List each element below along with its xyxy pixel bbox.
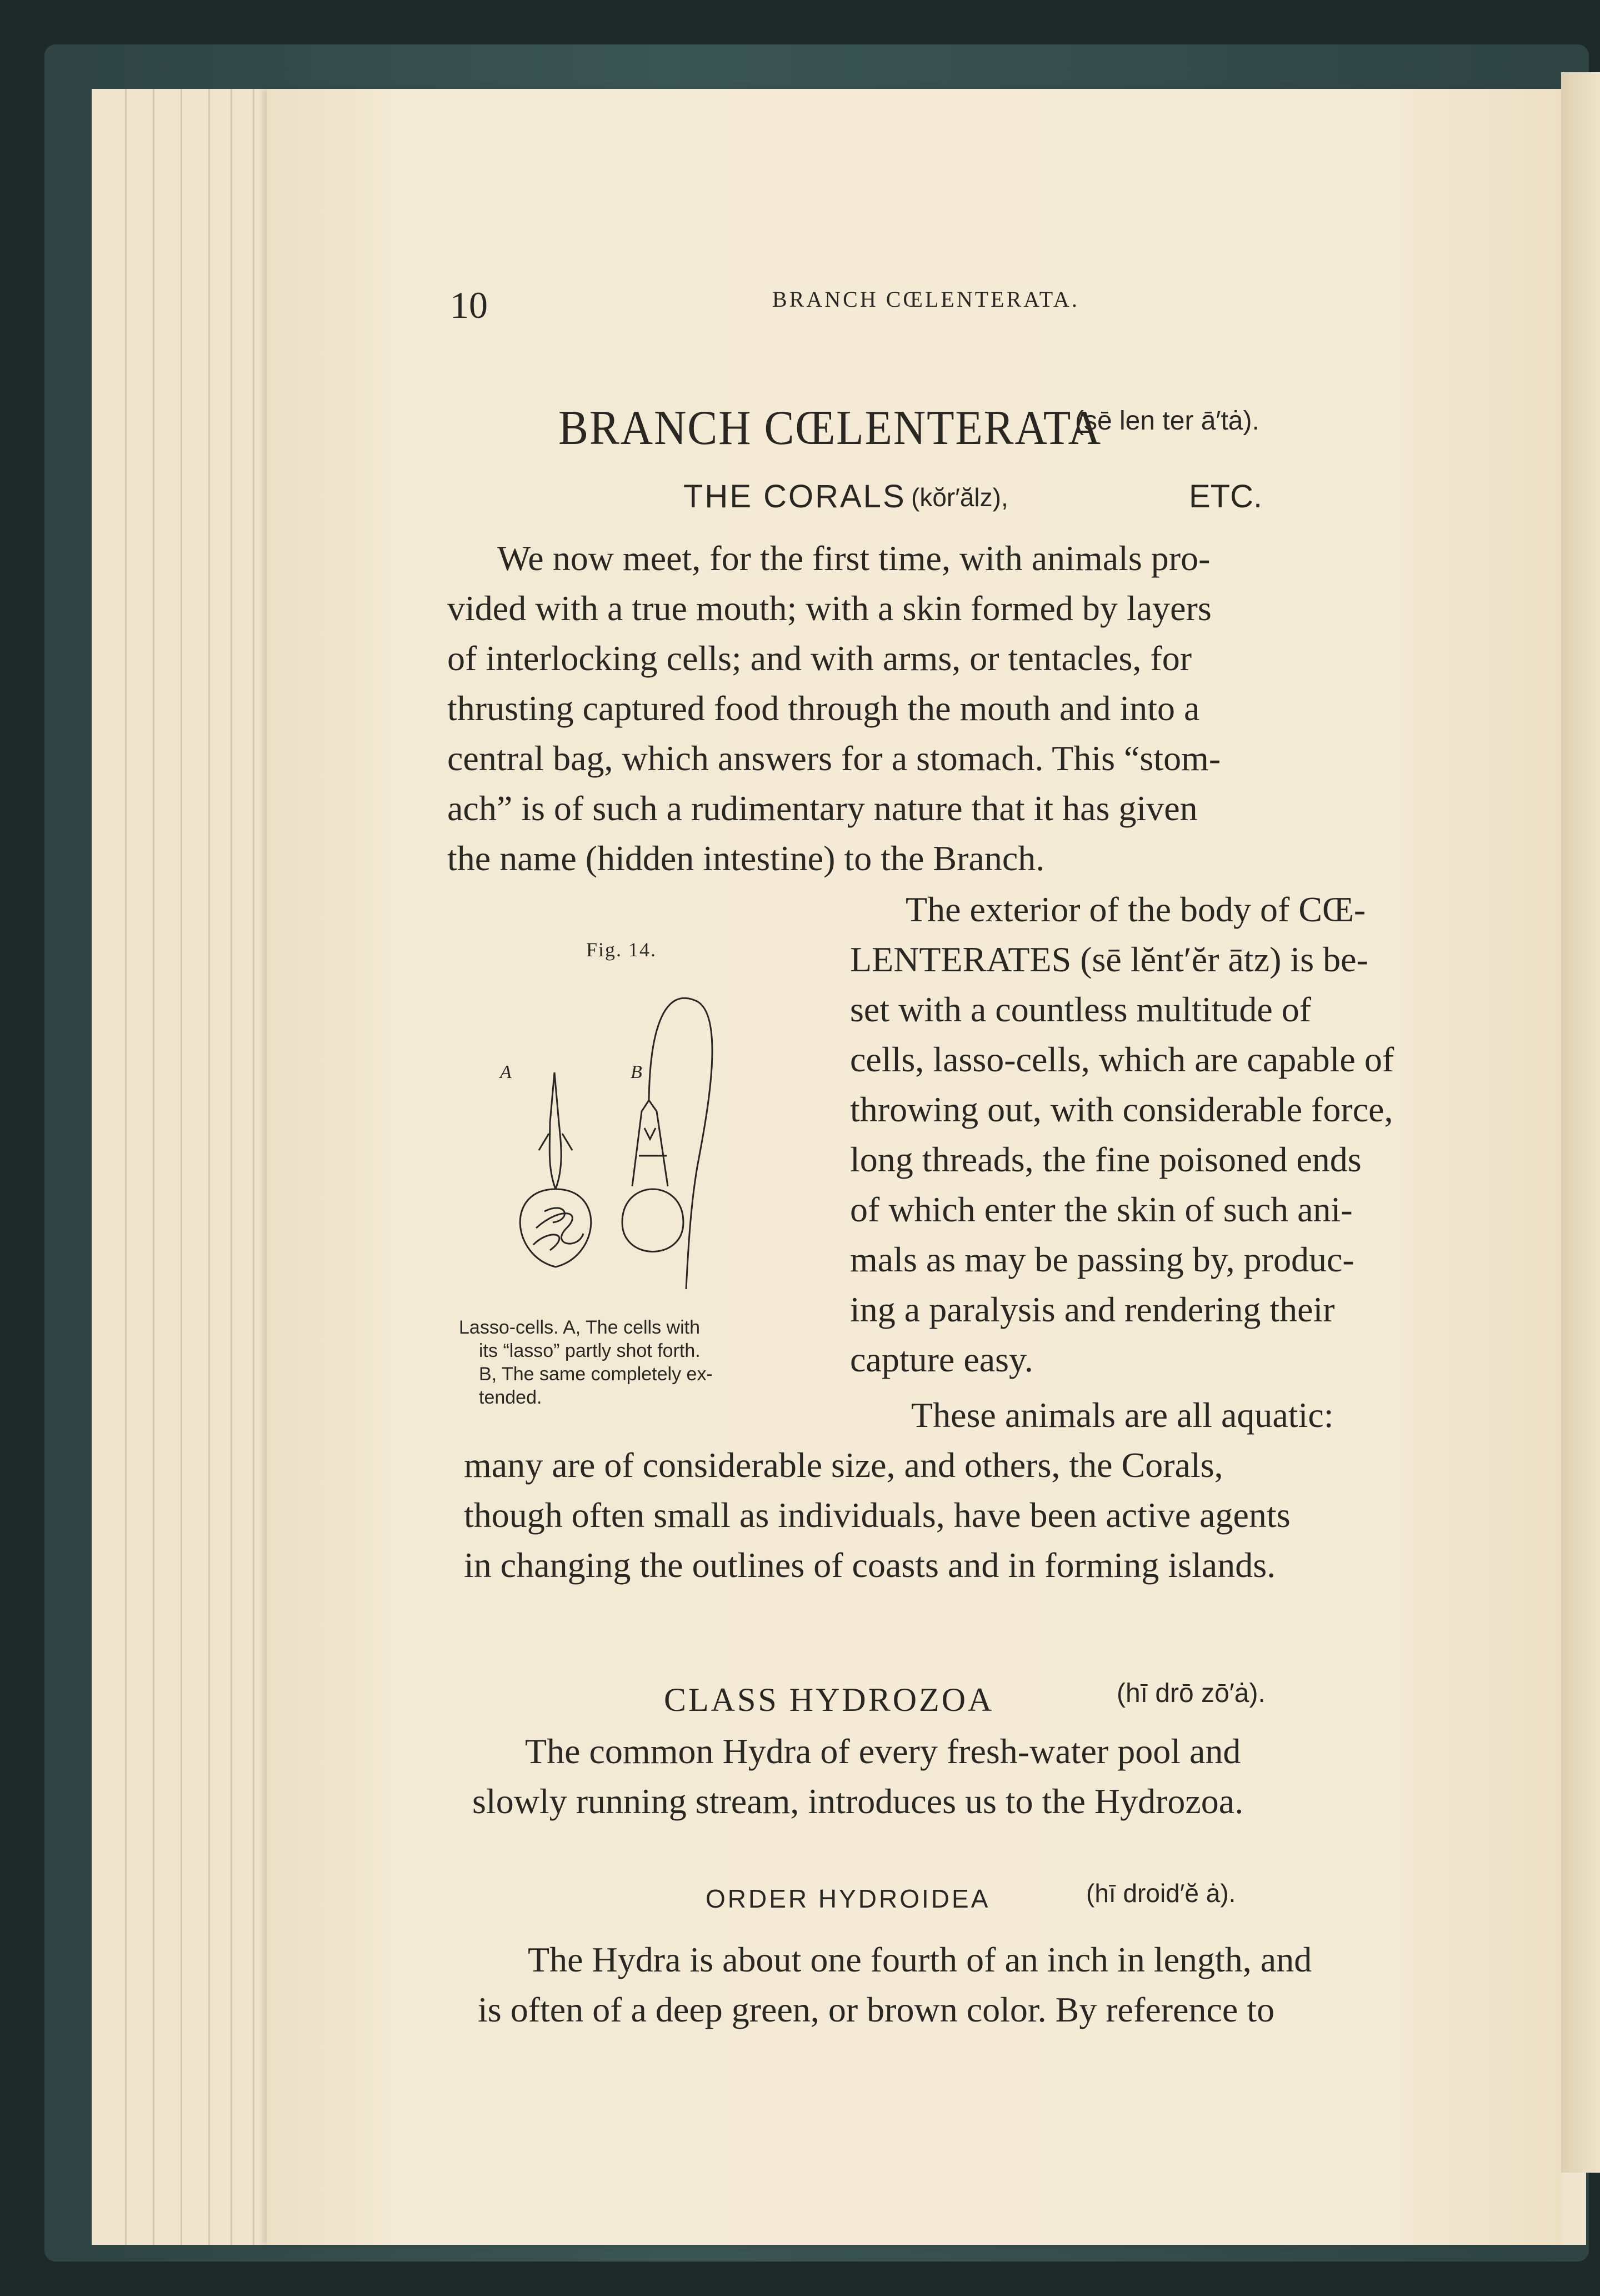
- corals-heading: THE CORALS: [683, 478, 906, 515]
- figure-caption-line: tended.: [479, 1387, 542, 1408]
- para2-line: throwing out, with considerable force,: [850, 1090, 1393, 1129]
- figure-caption-line: its “lasso” partly shot forth.: [479, 1340, 701, 1361]
- lasso-cells-figure: [483, 967, 794, 1311]
- para2-line: ing a paralysis and rendering their: [850, 1290, 1335, 1329]
- para1-line: vided with a true mouth; with a skin formed by layers: [447, 588, 1212, 628]
- para1-line: thrusting captured food through the mouth and into a: [447, 688, 1200, 728]
- para1-line: the name (hidden intestine) to the Branch.: [447, 838, 1045, 878]
- para1-line: central bag, which answers for a stomach. This “stom-: [447, 738, 1221, 778]
- para2-line: LENTERATES (sē lĕnt′ĕr ātz) is be-: [850, 940, 1368, 979]
- running-head: BRANCH CŒLENTERATA.: [772, 287, 1079, 312]
- para1-line: ach” is of such a rudimentary nature that it has given: [447, 788, 1198, 828]
- figure-caption-line: B, The same completely ex-: [479, 1364, 713, 1385]
- para5-line: is often of a deep green, or brown color. By reference to: [478, 1990, 1275, 2029]
- para1-line: of interlocking cells; and with arms, or tentacles, for: [447, 638, 1192, 678]
- para2-line: of which enter the skin of such ani-: [850, 1190, 1353, 1229]
- para2-line: long threads, the fine poisoned ends: [850, 1140, 1362, 1179]
- figure-label-a: A: [500, 1062, 512, 1082]
- para2-line: mals as may be passing by, produc-: [850, 1240, 1354, 1279]
- class-pronunciation: (hī drō zō′ȧ).: [1117, 1679, 1266, 1708]
- corals-pronunciation: (kŏr′ălz),: [911, 483, 1008, 512]
- figure-caption-line: Lasso-cells. A, The cells with: [459, 1317, 700, 1338]
- figure-label: Fig. 14.: [586, 939, 657, 961]
- para2-line: The exterior of the body of CŒ-: [906, 890, 1366, 929]
- branch-title-pronunciation: (sē len ter ā′tȧ).: [1075, 406, 1259, 436]
- para3-line: many are of considerable size, and others, the Corals,: [464, 1445, 1223, 1485]
- para2-line: set with a countless multitude of: [850, 990, 1312, 1029]
- para3-line: These animals are all aquatic:: [911, 1395, 1334, 1435]
- corals-etc: ETC.: [1189, 478, 1263, 515]
- para2-line: cells, lasso-cells, which are capable of: [850, 1040, 1394, 1079]
- lasso-cell-a: [520, 1072, 591, 1267]
- class-heading: CLASS HYDROZOA: [664, 1681, 994, 1718]
- para4-line: slowly running stream, introduces us to the Hydrozoa.: [472, 1781, 1244, 1821]
- order-pronunciation: (hī droid′ĕ ȧ).: [1086, 1879, 1236, 1908]
- lasso-cell-b: [622, 998, 712, 1289]
- next-page-edge: [1561, 72, 1600, 2173]
- page-number: 10: [450, 284, 488, 326]
- para3-line: though often small as individuals, have been active agents: [464, 1495, 1291, 1535]
- para4-line: The common Hydra of every fresh-water pool and: [525, 1731, 1241, 1771]
- figure-label-b: B: [631, 1062, 642, 1082]
- para5-line: The Hydra is about one fourth of an inch in length, and: [528, 1940, 1312, 1979]
- para2-line: capture easy.: [850, 1340, 1033, 1379]
- order-heading: ORDER HYDROIDEA: [706, 1884, 991, 1913]
- para1-line: We now meet, for the first time, with animals pro-: [497, 538, 1211, 578]
- branch-title: BRANCH CŒLENTERATA: [558, 401, 1102, 455]
- para3-line: in changing the outlines of coasts and in forming islands.: [464, 1545, 1276, 1585]
